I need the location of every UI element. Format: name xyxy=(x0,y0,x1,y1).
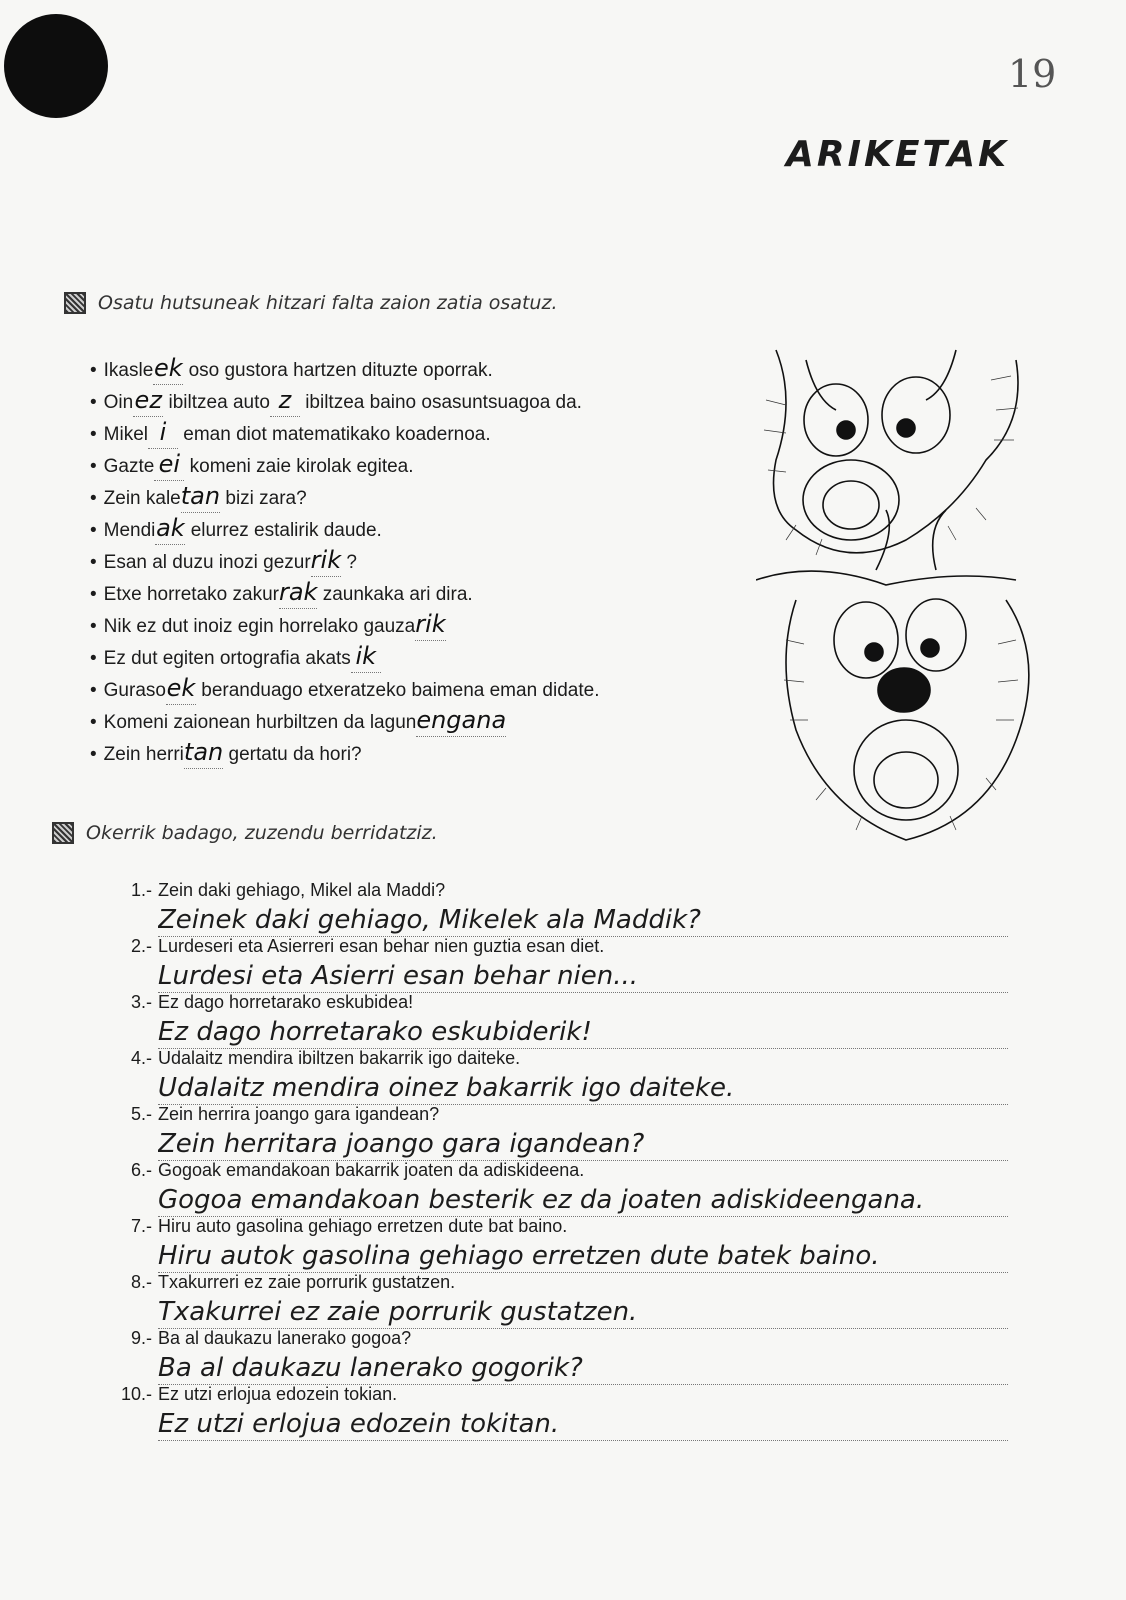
item-text-before: Zein herri xyxy=(103,744,184,765)
question-sentence: Udalaitz mendira ibiltzen bakarrik igo daiteke. xyxy=(158,1048,521,1068)
handwritten-fill[interactable]: ei xyxy=(154,448,184,481)
fill-in-item xyxy=(90,480,599,512)
handwritten-answer[interactable]: Zeinek daki gehiago, Mikelek ala Maddik? xyxy=(158,904,1008,937)
correction-item xyxy=(110,1216,1030,1272)
question-number: 3.- xyxy=(130,992,152,1012)
fill-in-item xyxy=(90,416,599,448)
item-text-after: ibiltzea auto xyxy=(168,392,270,413)
item-text-before: Etxe horretako zakur xyxy=(103,584,279,605)
handwritten-answer[interactable]: Lurdesi eta Asierri esan behar nien... xyxy=(158,960,1008,993)
question-number: 9.- xyxy=(130,1328,152,1348)
question xyxy=(110,1384,397,1405)
exercise-square-icon xyxy=(64,292,86,314)
handwritten-fill[interactable]: ek xyxy=(153,352,183,385)
exercise2-instruction: Okerrik badago, zuzendu berridatziz. xyxy=(86,822,438,844)
item-text-after: komeni zaie kirolak egitea. xyxy=(189,456,414,477)
exercise1-list xyxy=(90,352,599,768)
handwritten-fill[interactable]: rik xyxy=(415,608,445,641)
correction-item xyxy=(110,992,1030,1048)
handwritten-fill[interactable]: ek xyxy=(166,672,196,705)
handwritten-fill[interactable]: engana xyxy=(416,704,506,737)
question-sentence: Zein daki gehiago, Mikel ala Maddi? xyxy=(158,880,446,900)
handwritten-answer[interactable]: Txakurrei ez zaie porrurik gustatzen. xyxy=(158,1296,1008,1329)
correction-item xyxy=(110,1384,1030,1440)
punch-hole xyxy=(4,14,108,118)
item-text-before: Komeni zaionean hurbiltzen da lagun xyxy=(103,712,417,733)
question-number: 2.- xyxy=(130,936,152,956)
correction-item xyxy=(110,880,1030,936)
correction-item xyxy=(110,1328,1030,1384)
fill-in-item xyxy=(90,704,599,736)
question xyxy=(110,1272,455,1293)
handwritten-fill[interactable]: tan xyxy=(184,736,223,769)
handwritten-fill[interactable]: ez xyxy=(133,384,163,417)
correction-item xyxy=(110,1048,1030,1104)
exercise-square-icon xyxy=(52,822,74,844)
question-number: 5.- xyxy=(130,1104,152,1124)
item-text-before: Oin xyxy=(103,392,134,413)
question xyxy=(110,880,445,901)
item-text-before: Ikasle xyxy=(103,360,154,381)
item-text-before: Mendi xyxy=(103,520,156,541)
item-text-after: ibiltzea baino osasuntsuagoa da. xyxy=(305,392,582,413)
exercise2-heading xyxy=(52,822,438,844)
question-sentence: Ba al daukazu lanerako gogoa? xyxy=(158,1328,412,1348)
question-number: 1.- xyxy=(130,880,152,900)
question-number: 4.- xyxy=(130,1048,152,1068)
fill-in-item xyxy=(90,576,599,608)
fill-in-item xyxy=(90,736,599,768)
exercise1-heading xyxy=(64,292,557,314)
item-text-after: ? xyxy=(346,552,357,573)
handwritten-answer[interactable]: Ba al daukazu lanerako gogorik? xyxy=(158,1352,1008,1385)
item-text-before: Guraso xyxy=(103,680,166,701)
question-number: 6.- xyxy=(130,1160,152,1180)
item-text-after: elurrez estalirik daude. xyxy=(190,520,382,541)
handwritten-fill[interactable]: ak xyxy=(155,512,185,545)
item-text-after: eman diot matematikako koadernoa. xyxy=(183,424,491,445)
item-text-before: Nik ez dut inoiz egin horrelako gauza xyxy=(103,616,416,637)
handwritten-fill[interactable]: z xyxy=(270,384,300,417)
item-text-before: Zein kale xyxy=(103,488,181,509)
handwritten-fill[interactable]: i xyxy=(148,416,178,449)
fill-in-item xyxy=(90,544,599,576)
exercise2-list xyxy=(110,880,1030,1440)
fill-in-item xyxy=(90,608,599,640)
question-sentence: Ez utzi erlojua edozein tokian. xyxy=(158,1384,398,1404)
handwritten-fill[interactable]: tan xyxy=(181,480,220,513)
item-text-before: Ez dut egiten ortografia akats xyxy=(103,648,351,669)
item-text-before: Mikel xyxy=(103,424,148,445)
handwritten-fill[interactable]: rak xyxy=(279,576,317,609)
handwritten-answer[interactable]: Hiru autok gasolina gehiago erretzen dute batek baino. xyxy=(158,1240,1008,1273)
handwritten-answer[interactable]: Gogoa emandakoan besterik ez da joaten adiskideengana. xyxy=(158,1184,1008,1217)
correction-item xyxy=(110,1272,1030,1328)
fill-in-item xyxy=(90,512,599,544)
page-number: 19 xyxy=(1008,52,1057,96)
question-sentence: Zein herrira joango gara igandean? xyxy=(158,1104,440,1124)
question-number: 7.- xyxy=(130,1216,152,1236)
item-text-before: Esan al duzu inozi gezur xyxy=(103,552,311,573)
question-sentence: Txakurreri ez zaie porrurik gustatzen. xyxy=(158,1272,456,1292)
item-text-after: bizi zara? xyxy=(225,488,307,509)
correction-item xyxy=(110,1104,1030,1160)
question xyxy=(110,1104,439,1125)
fill-in-item xyxy=(90,384,599,416)
item-text-after: beranduago etxeratzeko baimena eman didate. xyxy=(201,680,600,701)
page-title: ARIKETAK xyxy=(786,134,1009,175)
question-sentence: Gogoak emandakoan bakarrik joaten da adiskideena. xyxy=(158,1160,585,1180)
handwritten-answer[interactable]: Ez utzi erlojua edozein tokitan. xyxy=(158,1408,1008,1441)
question xyxy=(110,936,604,957)
question xyxy=(110,1048,520,1069)
fill-in-item xyxy=(90,640,599,672)
item-text-before: Gazte xyxy=(103,456,155,477)
handwritten-answer[interactable]: Udalaitz mendira oinez bakarrik igo daiteke. xyxy=(158,1072,1008,1105)
question xyxy=(110,1160,584,1181)
question-sentence: Lurdeseri eta Asierreri esan behar nien guztia esan diet. xyxy=(158,936,605,956)
handwritten-answer[interactable]: Ez dago horretarako eskubiderik! xyxy=(158,1016,1008,1049)
question xyxy=(110,1216,567,1237)
correction-item xyxy=(110,936,1030,992)
fill-in-item xyxy=(90,352,599,384)
question xyxy=(110,1328,411,1349)
question-sentence: Hiru auto gasolina gehiago erretzen dute bat baino. xyxy=(158,1216,568,1236)
question-sentence: Ez dago horretarako eskubidea! xyxy=(158,992,414,1012)
item-text-after: gertatu da hori? xyxy=(228,744,362,765)
fill-in-item xyxy=(90,448,599,480)
handwritten-fill[interactable]: ik xyxy=(351,640,381,673)
question-number: 8.- xyxy=(130,1272,152,1292)
item-text-after: oso gustora hartzen dituzte oporrak. xyxy=(188,360,493,381)
question-number: 10.- xyxy=(120,1384,152,1404)
fill-in-item xyxy=(90,672,599,704)
handwritten-fill[interactable]: rik xyxy=(311,544,341,577)
question xyxy=(110,992,413,1013)
correction-item xyxy=(110,1160,1030,1216)
cartoon-creatures-illustration xyxy=(756,340,1056,860)
handwritten-answer[interactable]: Zein herritara joango gara igandean? xyxy=(158,1128,1008,1161)
item-text-after: zaunkaka ari dira. xyxy=(322,584,473,605)
exercise1-instruction: Osatu hutsuneak hitzari falta zaion zatia osatuz. xyxy=(98,292,558,314)
